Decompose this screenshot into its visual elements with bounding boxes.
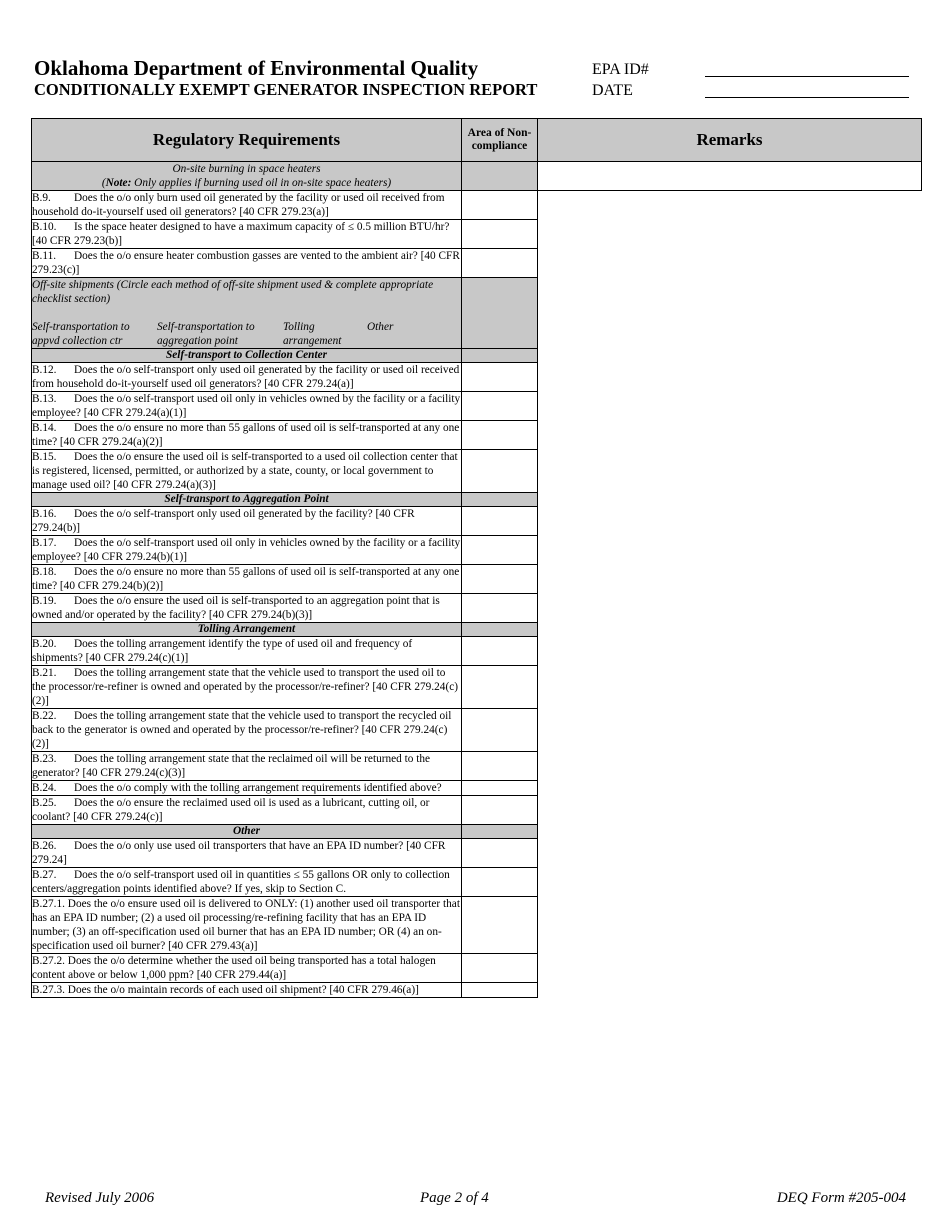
question-text	[32, 594, 462, 623]
question-row	[32, 594, 922, 623]
question-number: B.24.	[32, 782, 57, 794]
question-number: B.25.	[32, 797, 57, 809]
note-line-2: (Note: Only applies if burning used oil in on-site space heaters)	[101, 177, 392, 189]
question-number: B.14.	[32, 422, 57, 434]
question-row	[32, 536, 922, 565]
question-row	[32, 565, 922, 594]
question-text	[32, 191, 462, 220]
noncompliance-checkbox[interactable]	[462, 191, 538, 220]
question-text	[32, 249, 462, 278]
section-tolling: Tolling Arrangement	[32, 623, 462, 637]
noncompliance-checkbox[interactable]	[462, 868, 538, 897]
question-text	[32, 954, 462, 983]
question-row	[32, 868, 922, 897]
question-number: B.27.2.	[32, 955, 65, 967]
question-number: B.17.	[32, 537, 57, 549]
agency-title: Oklahoma Department of Environmental Quality	[34, 56, 479, 80]
noncompliance-checkbox[interactable]	[462, 536, 538, 565]
note-text: Only applies if burning used oil in on-site space heaters)	[134, 177, 392, 189]
date-label: DATE	[592, 82, 633, 99]
noncompliance-checkbox[interactable]	[462, 897, 538, 954]
question-text	[32, 565, 462, 594]
question-body: Does the o/o ensure the used oil is self-transported to a used oil collection center that is registered, licensed, permitted, or authorized by a state, county, or local government to manage used oil? [40 CFR 279.24(a)(3)]	[32, 451, 458, 491]
question-row	[32, 897, 922, 954]
question-text	[32, 839, 462, 868]
note-label: Note:	[105, 177, 132, 189]
question-row	[32, 983, 922, 998]
noncompliance-checkbox[interactable]	[462, 249, 538, 278]
question-body: Does the o/o ensure no more than 55 gallons of used oil is self-transported at any one time? [40 CFR 279.24(b)(2)]	[32, 566, 460, 592]
section-row	[32, 623, 922, 637]
question-text	[32, 536, 462, 565]
space-heater-questions	[32, 191, 922, 278]
table-header-row	[32, 119, 922, 162]
section-row	[32, 825, 922, 839]
section-other: Other	[32, 825, 462, 839]
question-text	[32, 666, 462, 709]
question-body: Does the o/o self-transport used oil in quantities ≤ 55 gallons OR only to collection centers/aggregation points identified above? If yes, skip to Section C.	[32, 869, 450, 895]
question-body: Does the o/o comply with the tolling arrangement requirements identified above?	[74, 782, 442, 794]
question-row	[32, 421, 922, 450]
epa-id-field[interactable]	[705, 76, 909, 77]
question-row	[32, 363, 922, 392]
option-aggregation-point[interactable]: Self-transportation to aggregation point	[157, 321, 255, 347]
question-number: B.19.	[32, 595, 57, 607]
noncompliance-checkbox[interactable]	[462, 796, 538, 825]
noncompliance-checkbox[interactable]	[462, 637, 538, 666]
question-text	[32, 752, 462, 781]
question-body: Does the o/o self-transport used oil only in vehicles owned by the facility or a facility employee? [40 CFR 279.24(b)(1)]	[32, 537, 461, 563]
question-body: Does the o/o only burn used oil generated by the facility or used oil received from household do-it-yourself used oil generators? [40 CFR 279.23(a)]	[32, 192, 445, 218]
offsite-options	[32, 320, 461, 348]
column-header-noncompliance: Area of Non-compliance	[462, 119, 538, 162]
question-row	[32, 450, 922, 493]
question-text	[32, 868, 462, 897]
requirements-table	[31, 118, 922, 998]
question-number: B.27.3.	[32, 984, 65, 996]
section-collection-center: Self-transport to Collection Center	[32, 349, 462, 363]
question-number: B.12.	[32, 364, 57, 376]
noncompliance-checkbox[interactable]	[462, 565, 538, 594]
noncompliance-checkbox[interactable]	[462, 220, 538, 249]
question-body: Does the o/o determine whether the used oil being transported has a total halogen content above or below 1,000 ppm? [40 CFR 279.44(a)]	[32, 955, 436, 981]
noncompliance-cell	[462, 278, 538, 349]
question-text	[32, 507, 462, 536]
question-body: Does the o/o ensure heater combustion gasses are vented to the ambient air? [40 CFR 279.23(c)]	[32, 250, 460, 276]
question-text	[32, 392, 462, 421]
noncompliance-cell	[462, 349, 538, 363]
question-number: B.21.	[32, 667, 57, 679]
noncompliance-checkbox[interactable]	[462, 666, 538, 709]
note-row	[32, 162, 922, 191]
question-body: Does the o/o ensure the reclaimed used oil is used as a lubricant, cutting oil, or coolant? [40 CFR 279.24(c)]	[32, 797, 430, 823]
question-number: B.15.	[32, 451, 57, 463]
question-text	[32, 220, 462, 249]
question-row	[32, 796, 922, 825]
epa-id-label: EPA ID#	[592, 61, 649, 78]
question-row	[32, 781, 922, 796]
noncompliance-cell	[462, 162, 538, 191]
noncompliance-checkbox[interactable]	[462, 983, 538, 998]
report-subtitle: CONDITIONALLY EXEMPT GENERATOR INSPECTION REPORT	[34, 80, 538, 99]
question-row	[32, 507, 922, 536]
section-row	[32, 349, 922, 363]
question-number: B.26.	[32, 840, 57, 852]
question-text	[32, 709, 462, 752]
noncompliance-checkbox[interactable]	[462, 781, 538, 796]
question-text	[32, 983, 462, 998]
aggregation-questions	[32, 507, 922, 623]
question-text	[32, 897, 462, 954]
question-text	[32, 363, 462, 392]
question-body: Does the o/o self-transport used oil only in vehicles owned by the facility or a facility employee? [40 CFR 279.24(a)(1)]	[32, 393, 461, 419]
question-body: Does the tolling arrangement identify the type of used oil and frequency of shipments? [40 CFR 279.24(c)(1)]	[32, 638, 413, 664]
noncompliance-checkbox[interactable]	[462, 709, 538, 752]
question-body: Does the o/o ensure used oil is delivered to ONLY: (1) another used oil transporter that has an EPA ID number; (2) a used oil processing/re-refining facility that has an EPA ID number; (3) an off-specification used oil burner that has an EPA ID number; OR (4) an on-specification used oil burner? [40 CFR 279.43(a)]	[32, 898, 460, 952]
question-number: B.27.	[32, 869, 57, 881]
question-body: Does the o/o ensure no more than 55 gallons of used oil is self-transported at any one time? [40 CFR 279.24(a)(2)]	[32, 422, 460, 448]
offsite-row	[32, 278, 922, 349]
noncompliance-checkbox[interactable]	[462, 954, 538, 983]
column-header-remarks: Remarks	[538, 119, 922, 162]
question-number: B.27.1.	[32, 898, 65, 910]
question-text	[32, 637, 462, 666]
question-body: Does the o/o self-transport only used oil generated by the facility or used oil received from household do-it-yourself used oil generators? [40 CFR 279.24(a)]	[32, 364, 460, 390]
sub-questions	[32, 897, 922, 998]
question-row	[32, 954, 922, 983]
offsite-intro: Off-site shipments (Circle each method of off-site shipment used & complete appropriate checklist section)	[32, 279, 434, 305]
question-body: Does the o/o maintain records of each used oil shipment? [40 CFR 279.46(a)]	[67, 984, 419, 996]
question-number: B.16.	[32, 508, 57, 520]
column-header-requirements: Regulatory Requirements	[32, 119, 462, 162]
space-heater-note	[32, 162, 462, 191]
noncompliance-cell	[462, 493, 538, 507]
question-number: B.22.	[32, 710, 57, 722]
question-row	[32, 709, 922, 752]
option-collection-center[interactable]: Self-transportation to appvd collection ctr	[32, 321, 130, 347]
date-field[interactable]	[705, 97, 909, 98]
question-body: Does the tolling arrangement state that the vehicle used to transport the recycled oil back to the generator is owned and operated by the processor/re-refiner? [40 CFR 279.24(c)(2)]	[32, 710, 452, 750]
noncompliance-checkbox[interactable]	[462, 507, 538, 536]
question-body: Does the o/o ensure the used oil is self-transported to an aggregation point that is owned and/or operated by the facility? [40 CFR 279.24(b)(3)]	[32, 595, 440, 621]
note-line-1: On-site burning in space heaters	[172, 163, 321, 175]
noncompliance-checkbox[interactable]	[462, 839, 538, 868]
noncompliance-cell	[462, 623, 538, 637]
question-number: B.9.	[32, 192, 51, 204]
remarks-area[interactable]	[538, 162, 922, 191]
question-number: B.18.	[32, 566, 57, 578]
noncompliance-checkbox[interactable]	[462, 450, 538, 493]
section-aggregation-point: Self-transport to Aggregation Point	[32, 493, 462, 507]
question-row	[32, 666, 922, 709]
offsite-shipments	[32, 278, 462, 349]
question-row	[32, 752, 922, 781]
question-number: B.10.	[32, 221, 57, 233]
option-other[interactable]: Other	[367, 321, 394, 333]
revised-date: Revised July 2006	[45, 1190, 155, 1206]
noncompliance-cell	[462, 825, 538, 839]
other-questions	[32, 839, 922, 897]
question-number: B.13.	[32, 393, 57, 405]
question-row	[32, 220, 922, 249]
question-row	[32, 839, 922, 868]
question-text	[32, 421, 462, 450]
noncompliance-checkbox[interactable]	[462, 363, 538, 392]
question-text	[32, 796, 462, 825]
question-number: B.20.	[32, 638, 57, 650]
noncompliance-checkbox[interactable]	[462, 752, 538, 781]
section-row	[32, 493, 922, 507]
question-number: B.11.	[32, 250, 57, 262]
noncompliance-checkbox[interactable]	[462, 594, 538, 623]
question-body: Does the o/o self-transport only used oil generated by the facility? [40 CFR 279.24(b)]	[32, 508, 415, 534]
noncompliance-checkbox[interactable]	[462, 392, 538, 421]
question-text	[32, 450, 462, 493]
option-tolling[interactable]: Tolling arrangement	[283, 321, 342, 347]
form-number: DEQ Form #205-004	[776, 1190, 906, 1206]
question-body: Does the o/o only use used oil transporters that have an EPA ID number? [40 CFR 279.24]	[32, 840, 446, 866]
noncompliance-checkbox[interactable]	[462, 421, 538, 450]
question-row	[32, 392, 922, 421]
question-row	[32, 191, 922, 220]
question-number: B.23.	[32, 753, 57, 765]
question-body: Does the tolling arrangement state that the reclaimed oil will be returned to the generator? [40 CFR 279.24(c)(3)]	[32, 753, 431, 779]
page-number: Page 2 of 4	[420, 1190, 489, 1206]
question-body: Does the tolling arrangement state that the vehicle used to transport the used oil to the processor/re-refiner is owned and operated by the processor/re-refiner? [40 CFR 279.24(c)(2)]	[32, 667, 458, 707]
question-body: Is the space heater designed to have a maximum capacity of ≤ 0.5 million BTU/hr? [40 CFR 279.23(b)]	[32, 221, 450, 247]
question-row	[32, 249, 922, 278]
question-text	[32, 781, 462, 796]
collection-questions	[32, 363, 922, 493]
question-row	[32, 637, 922, 666]
tolling-questions	[32, 637, 922, 825]
